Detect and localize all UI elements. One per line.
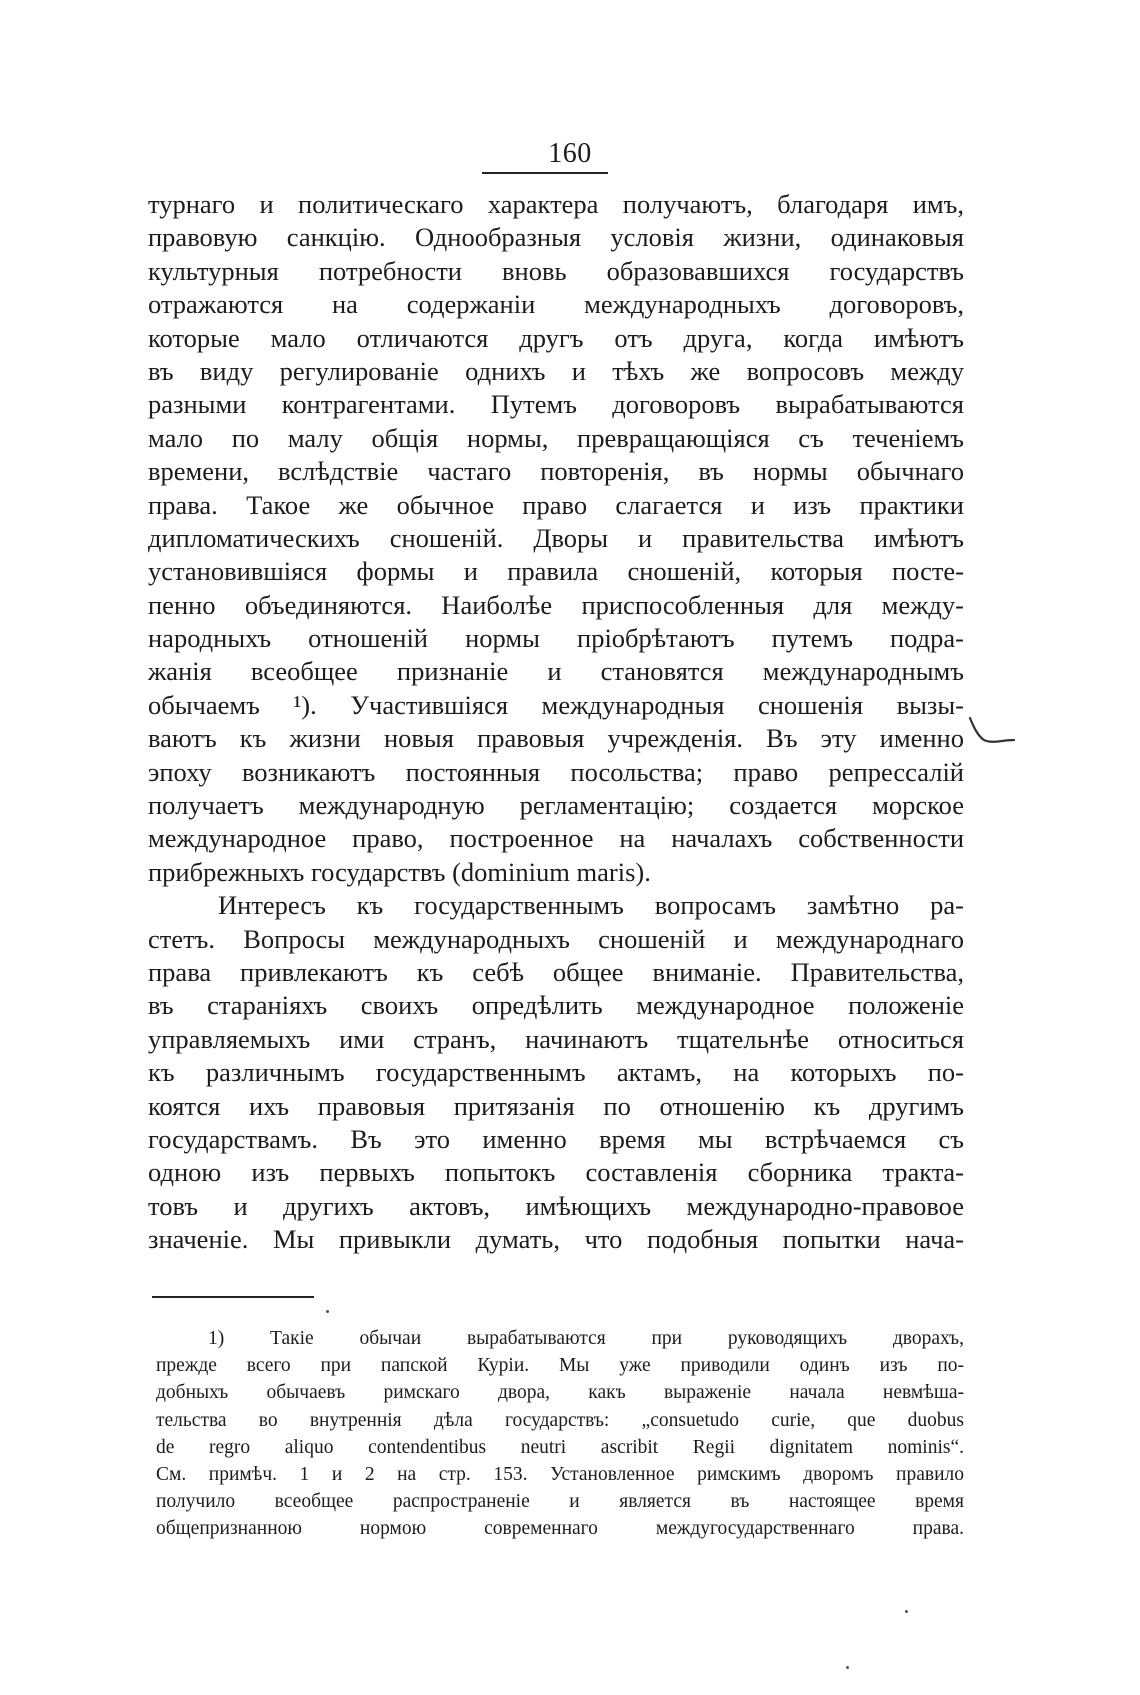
- body-line: ваютъ къ жизни новыя правовыя учрежденія. Въ эту именно: [148, 723, 964, 754]
- body-text: [148, 188, 964, 1257]
- body-line: къ различнымъ государственнымъ актамъ, на которыхъ по-: [148, 1057, 964, 1088]
- body-line: въ стараніяхъ своихъ опредѣлить международное положеніе: [148, 990, 964, 1021]
- page-number: 160: [548, 138, 592, 169]
- body-line: получаетъ международную регламентацію; создается морское: [148, 790, 964, 821]
- body-line: обычаемъ ¹). Участившіяся международныя сношенія вызы-: [148, 689, 964, 720]
- margin-pencil-mark: [968, 716, 1018, 750]
- body-line: отражаются на содержаніи международныхъ договоровъ,: [148, 289, 964, 320]
- body-line: правовую санкцію. Однообразныя условія жизни, одинаковыя: [148, 222, 964, 253]
- paper-speck: [905, 1610, 908, 1613]
- body-line: права привлекаютъ къ себѣ общее вниманіе. Правительства,: [148, 956, 964, 987]
- body-line: мало по малу общія нормы, превращающіяся съ теченіемъ: [148, 422, 964, 453]
- body-line: эпоху возникаютъ постоянныя посольства; право репрессалій: [148, 756, 964, 787]
- footnote-line: добныхъ обычаевъ римскаго двора, какъ выраженіе начала невмѣша-: [156, 1382, 964, 1404]
- footnote-line: общепризнанною нормою современнаго междугосударственнаго права.: [156, 1518, 964, 1540]
- body-line: которые мало отличаются другъ отъ друга, когда имѣютъ: [148, 322, 964, 353]
- body-line: жанія всеобщее признаніе и становятся международнымъ: [148, 656, 964, 687]
- body-line: пенно объединяются. Наиболѣе приспособленныя для между-: [148, 589, 964, 620]
- body-line: дипломатическихъ сношеній. Дворы и правительства имѣютъ: [148, 522, 964, 553]
- footnote-separator: [152, 1296, 314, 1298]
- paper-speck: [846, 1666, 849, 1669]
- body-line: въ виду регулированіе однихъ и тѣхъ же вопросовъ между: [148, 355, 964, 386]
- body-line: права. Такое же обычное право слагается и изъ практики: [148, 489, 964, 520]
- footnote-line: тельства во внутреннія дѣла государствъ: „consuetudo curie, que duobus: [156, 1409, 964, 1431]
- body-line: разными контрагентами. Путемъ договоровъ вырабатываются: [148, 389, 964, 420]
- body-line: одною изъ первыхъ попытокъ составленія сборника трактa-: [148, 1157, 964, 1188]
- paragraph-start-line: Интересъ къ государственнымъ вопросамъ замѣтно ра-: [218, 890, 964, 921]
- body-line: установившіяся формы и правила сношеній, которыя посте-: [148, 556, 964, 587]
- footnotes: [156, 1325, 964, 1543]
- body-line: значеніе. Мы привыкли думать, что подобныя попытки нача-: [148, 1224, 964, 1255]
- body-line: международное право, построенное на началахъ собственности: [148, 823, 964, 854]
- body-line: коятся ихъ правовыя притязанія по отношенію къ другимъ: [148, 1090, 964, 1121]
- body-line: управляемыхъ ими странъ, начинаютъ тщательнѣе относиться: [148, 1023, 964, 1054]
- body-line: товъ и другихъ актовъ, имѣющихъ международно-правовое: [148, 1190, 964, 1221]
- page-number-rule: [482, 172, 608, 174]
- body-line: прибрежныхъ государствъ (dominium maris).: [148, 856, 651, 887]
- footnote-line: de regro aliquo contendentibus neutri ascribit Regii dignitatem nominis“.: [156, 1436, 964, 1458]
- body-line: времени, вслѣдствіе частаго повторенія, въ нормы обычнаго: [148, 456, 964, 487]
- footnote-line: См. примѣч. 1 и 2 на стр. 153. Установленное римскимъ дворомъ правило: [156, 1463, 964, 1485]
- body-line: турнаго и политическаго характера получаютъ, благодаря имъ,: [148, 189, 964, 219]
- body-line: государствамъ. Въ это именно время мы встрѣчаемся съ: [148, 1123, 964, 1154]
- footnote-line: получило всеобщее распространеніе и является въ настоящее время: [156, 1491, 964, 1513]
- footnote-line: прежде всего при папской Куріи. Мы уже приводили одинъ изъ по-: [156, 1355, 964, 1377]
- body-line: культурныя потребности вновь образовавшихся государствъ: [148, 255, 964, 286]
- body-line: стетъ. Вопросы международныхъ сношеній и международнаго: [148, 923, 964, 954]
- body-line: народныхъ отношеній нормы пріобрѣтаютъ путемъ подра-: [148, 623, 964, 654]
- footnote-line: 1) Такіе обычаи вырабатываются при руководящихъ дворахъ,: [208, 1328, 964, 1349]
- paper-speck: [326, 1310, 329, 1313]
